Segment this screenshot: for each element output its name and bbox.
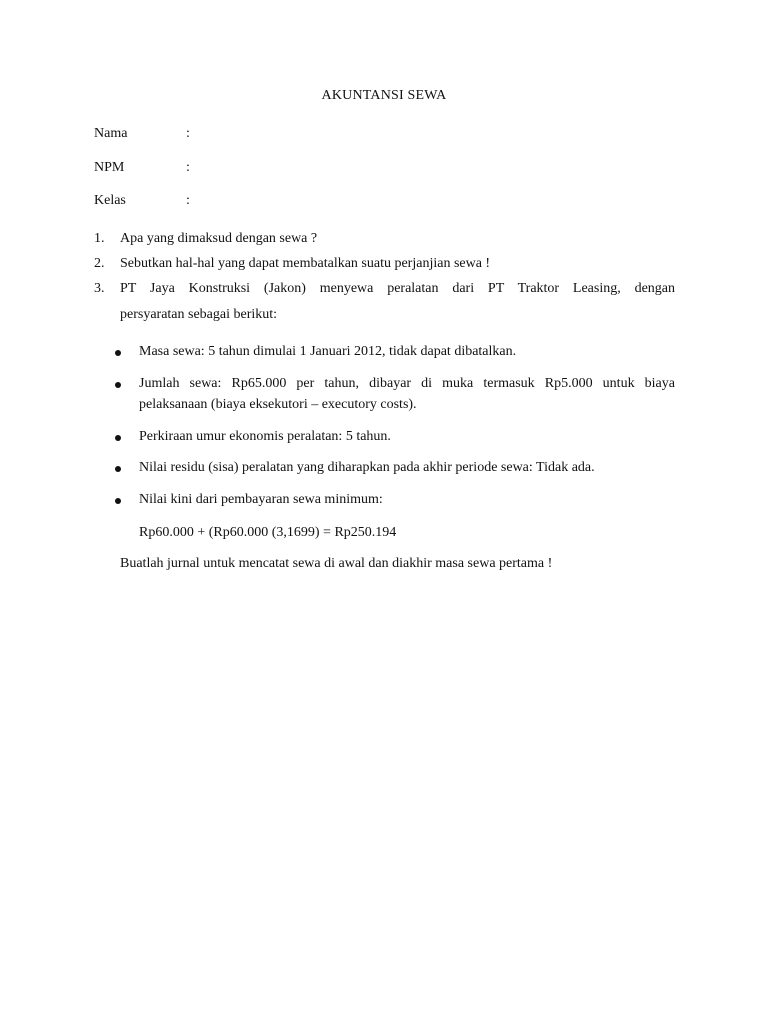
field-colon: : [186,160,190,175]
question-text: Sebutkan hal-hal yang dapat membatalkan suatu perjanjian sewa ! [120,256,491,271]
bullet-point [115,498,121,504]
bullet-text: Nilai residu (sisa) peralatan yang diharapkan pada akhir periode sewa: Tidak ada. [139,460,595,475]
bullet-text: Perkiraan umur ekonomis peralatan: 5 tahun. [139,429,391,444]
bullet-text-continued: pelaksanaan (biaya eksekutori – executory costs). [139,397,417,412]
bullet-text: Nilai kini dari pembayaran sewa minimum: [139,492,383,507]
bullet-point [115,350,121,356]
question-text-continued: persyaratan sebagai berikut: [120,307,278,322]
field-colon: : [186,193,190,208]
document-title: AKUNTANSI SEWA [321,88,447,103]
field-colon: : [186,126,190,141]
question-number: 1. [94,231,105,246]
question-text: Apa yang dimaksud dengan sewa ? [120,231,318,246]
instruction-text: Buatlah jurnal untuk mencatat sewa di awal dan diakhir masa sewa pertama ! [120,556,553,571]
bullet-text: Jumlah sewa: Rp65.000 per tahun, dibayar di muka termasuk Rp5.000 untuk biaya [139,376,675,391]
question-text: PT Jaya Konstruksi (Jakon) menyewa peralatan dari PT Traktor Leasing, dengan [120,281,675,296]
field-label: Nama [94,126,128,141]
bullet-point [115,382,121,388]
bullet-point [115,435,121,441]
present-value-formula: Rp60.000 + (Rp60.000 (3,1699) = Rp250.194 [139,525,397,540]
question-number: 3. [94,281,105,296]
question-number: 2. [94,256,105,271]
field-label: NPM [94,160,125,175]
bullet-text: Masa sewa: 5 tahun dimulai 1 Januari 2012, tidak dapat dibatalkan. [139,344,517,359]
field-label: Kelas [94,193,126,208]
bullet-point [115,466,121,472]
